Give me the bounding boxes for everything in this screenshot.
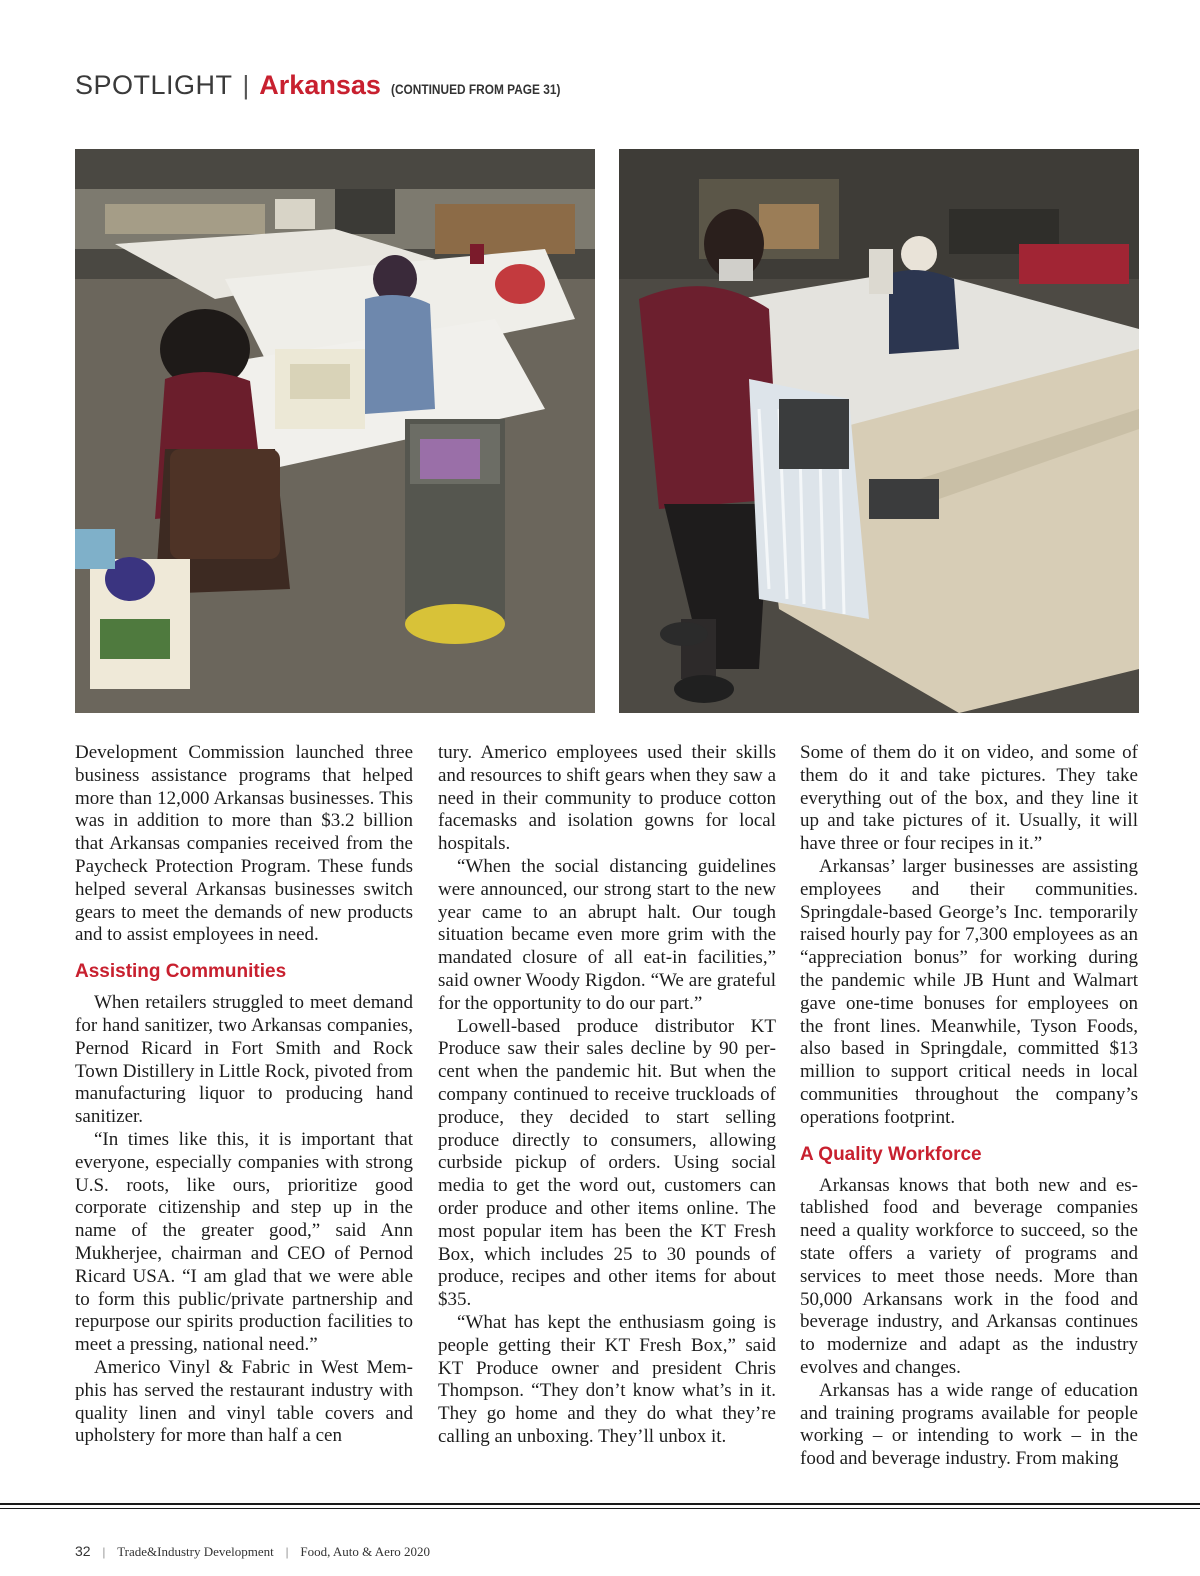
- footer-separator: |: [102, 1544, 106, 1559]
- body-paragraph: Lowell-based produce distributor KT Produce saw their sales decline by 90 percent when the pandemic hit. But when the company continued to receive truckloads of produce, they decided to start selling produce directly to consumers, allowing curbside pickup of orders. Using social media to get the word out, customers can order produce and other items online. The most popular item has been the KT Fresh Box, which includes 25 to 30 pounds of produce, recipes and other items for about $35.: [438, 1015, 776, 1311]
- footer-separator: |: [285, 1544, 289, 1559]
- body-paragraph: “In times like this, it is important that everyone, especially companies with strong U.S. roots, like ours, prioritize good corporate citizenship and step up in the name of the greater good,” said Ann Mukherjee, chairman and CEO of Pernod Ricard USA. “I am glad that we were able to form this public/private partnership and repurpose our spirits production facilities to meet a pressing, national need.”: [75, 1128, 413, 1356]
- footer-rule-thin: [0, 1508, 1200, 1509]
- section-kicker: SPOTLIGHT: [75, 70, 233, 100]
- body-paragraph: “What has kept the enthusiasm going is people getting their KT Fresh Box,” said KT Produce owner and president Chris Thompson. “They don’t know what’s in it. They go home and they do what they’re calling an unboxing. They’ll unbox it.: [438, 1311, 776, 1447]
- footer-rule: [0, 1503, 1200, 1505]
- body-paragraph: Arkansas’ larger businesses are assisting employees and their communities. Springdale-based George’s Inc. temporarily raised hourly pay for 7,300 employees as an “appreciation bonus” for working during the pandemic while JB Hunt and Walmart gave one-time bonuses for employees on the front lines. Meanwhile, Tyson Foods, also based in Springdale, committed $13 million to support critical needs in local communities throughout the company’s operations footprint.: [800, 855, 1138, 1128]
- article-column-1: [75, 742, 413, 1448]
- photo-sewing-workshop-image: [75, 149, 595, 713]
- photo-mask-assembly: [619, 149, 1139, 713]
- photo-sewing-workshop: [75, 149, 595, 713]
- page-header: [75, 70, 583, 110]
- continued-note: (CONTINUED FROM PAGE 31): [390, 82, 561, 97]
- subheading-assisting-communities: Assisting Communities: [75, 961, 287, 983]
- page-footer: [75, 1543, 430, 1560]
- photo-mask-assembly-image: [619, 149, 1139, 713]
- body-paragraph: Americo Vinyl & Fabric in West Memphis has served the restaurant industry with quality linen and vinyl table covers and upholstery for more than half a cen: [75, 1356, 413, 1447]
- body-paragraph: tury. Americo employees used their skills and resources to shift gears when they saw a need in their community to produce cotton facemasks and isolation gowns for local hospitals.: [438, 742, 776, 855]
- page-number: 32: [75, 1543, 91, 1559]
- body-paragraph: Some of them do it on video, and some of them do it and take pictures. They take everything out of the box, and they line it up and take pictures of it. Usually, it will have three or four recipes in it.”: [800, 742, 1138, 855]
- subheading-quality-workforce: A Quality Workforce: [800, 1143, 982, 1165]
- section-state: Arkansas: [259, 70, 381, 100]
- header-separator: |: [242, 70, 250, 100]
- body-paragraph: Arkansas has a wide range of education and training programs available for people working – or intending to work – in the food and beverage industry. From making: [800, 1379, 1138, 1470]
- article-column-3: [800, 742, 1138, 1471]
- body-paragraph: Arkansas knows that both new and established food and beverage companies need a quality workforce to succeed, so the state offers a variety of programs and services to meet those needs. More than 50,000 Arkansans work in the food and beverage industry, and Arkansas continues to modernize and adapt as the industry evolves and changes.: [800, 1174, 1138, 1378]
- publication-name: Trade&Industry Development: [117, 1544, 274, 1559]
- body-paragraph: Development Commission launched three business assistance programs that helped more than 12,000 Arkansas businesses. This was in addition to more than $3.2 billion that Arkansas companies received from the Paycheck Protection Program. These funds helped several Arkansas businesses switch gears to meet the demands of new products and to assist employees in need.: [75, 742, 413, 946]
- article-column-2: [438, 742, 776, 1449]
- body-paragraph: When retailers struggled to meet demand for hand sanitizer, two Arkansas companies, Pernod Ricard in Fort Smith and Rock Town Distillery in Little Rock, pivoted from manufacturing liquor to producing hand sanitizer.: [75, 992, 413, 1128]
- issue-name: Food, Auto & Aero 2020: [300, 1544, 431, 1559]
- body-paragraph: “When the social distancing guidelines were announced, our strong start to the new year came to an abrupt halt. Our tough situation became even more grim with the mandated closure of all eat-in facilities,” said owner Woody Rigdon. “We are grateful for the opportunity to do our part.”: [438, 855, 776, 1014]
